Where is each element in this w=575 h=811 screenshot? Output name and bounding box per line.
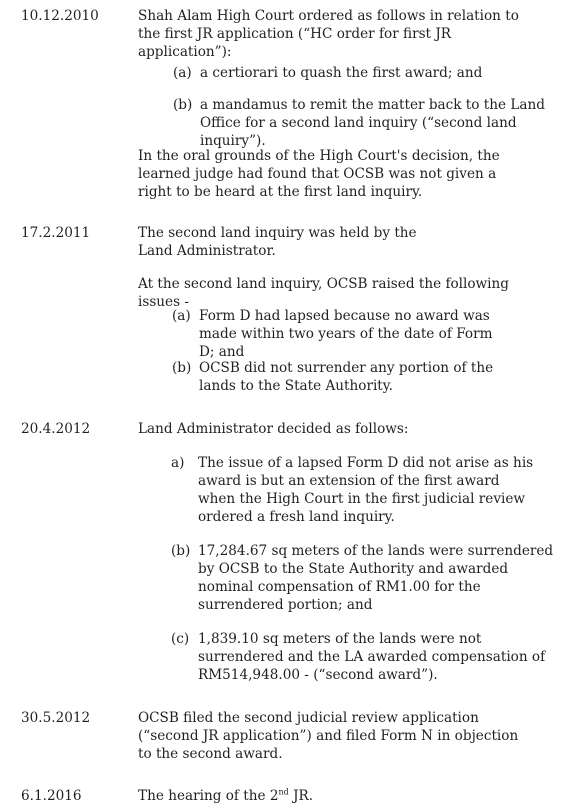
list-item-text: 1,839.10 sq meters of the lands were not surrendered and the LA awarded compensation of RM514,948.00 - (“second award”). (198, 631, 546, 683)
entry-date: 30.5.2012 (21, 710, 91, 726)
list-item-marker: (a) (172, 308, 191, 324)
list-item-marker: (b) (171, 543, 191, 559)
list-item-text: 17,284.67 sq meters of the lands were surrendered by OCSB to the State Authority and awarded nominal compensation of RM1.00 for the surrendered portion; and (198, 543, 554, 613)
list-item-text: The issue of a lapsed Form D did not arise as his award is but an extension of the first award when the High Court in the first judicial review ordered a fresh land inquiry. (198, 455, 534, 525)
entry-date: 6.1.2016 (21, 788, 82, 804)
entry-paragraph: At the second land inquiry, OCSB raised the following issues - (138, 276, 509, 310)
entry-paragraph: The second land inquiry was held by the Land Administrator. (138, 225, 417, 259)
list-item-marker: a) (171, 455, 185, 471)
list-item-marker: (a) (173, 65, 192, 81)
entry-date: 10.12.2010 (21, 8, 99, 24)
entry-paragraph: Shah Alam High Court ordered as follows in relation to the first JR application (“HC order for first JR application”): (138, 8, 519, 60)
list-item-marker: (c) (171, 631, 190, 647)
entry-paragraph: In the oral grounds of the High Court's decision, the learned judge had found that OCSB was not given a right to be heard at the first land inquiry. (138, 148, 500, 200)
list-item-marker: (b) (173, 97, 193, 113)
entry-paragraph: Land Administrator decided as follows: (138, 421, 409, 437)
entry-date: 17.2.2011 (21, 225, 91, 241)
entry-paragraph: OCSB filed the second judicial review application (“second JR application”) and filed Form N in objection to the second award. (138, 710, 519, 762)
list-item-marker: (b) (172, 360, 192, 376)
list-item-text: OCSB did not surrender any portion of the lands to the State Authority. (199, 360, 494, 394)
entry-date: 20.4.2012 (21, 421, 91, 437)
entry-paragraph: The hearing of the 2nd JR. (138, 787, 314, 804)
list-item-text: Form D had lapsed because no award was made within two years of the date of Form D; and (199, 308, 493, 360)
list-item-text: a certiorari to quash the first award; and (200, 65, 483, 81)
list-item-text: a mandamus to remit the matter back to the Land Office for a second land inquiry (“second land inquiry”). (200, 97, 545, 149)
